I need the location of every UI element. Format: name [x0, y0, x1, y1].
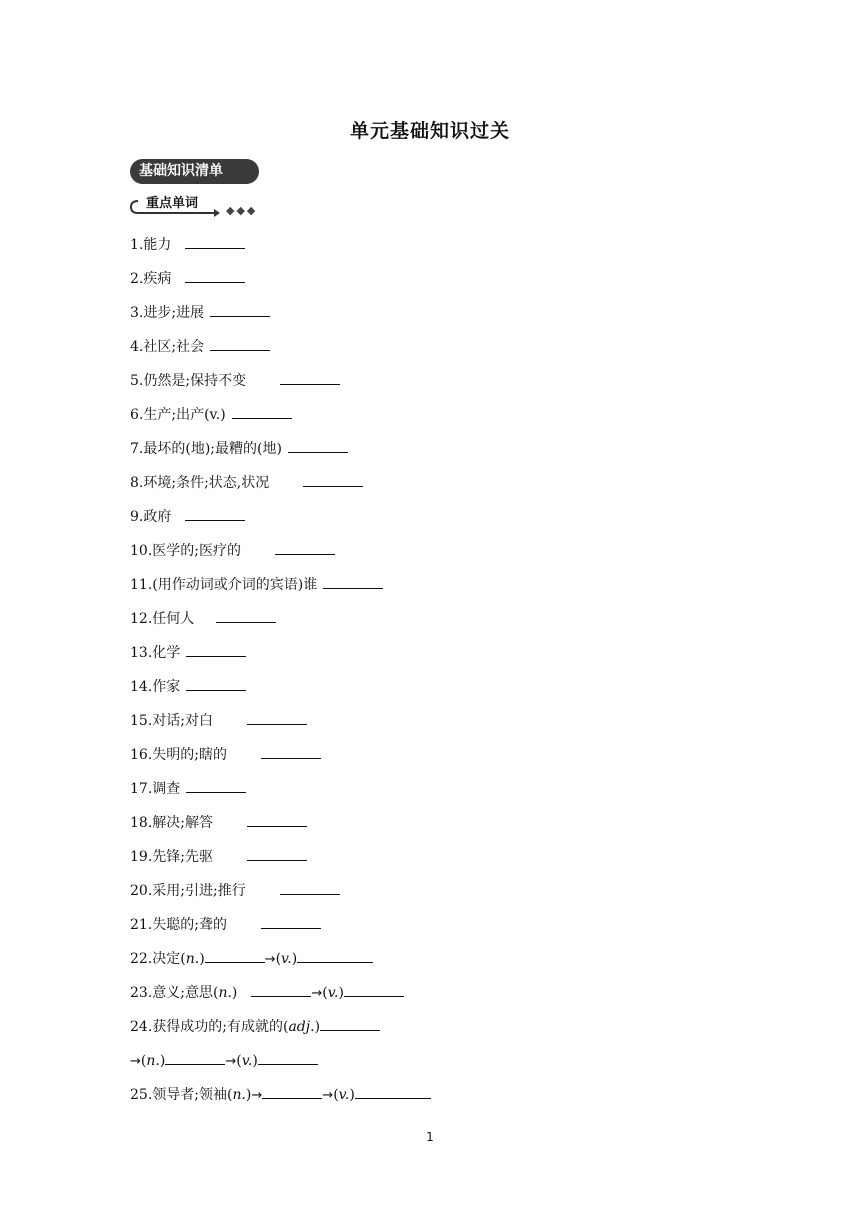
- item-text: 先锋;先驱: [152, 849, 213, 865]
- page-title: 单元基础知识过关: [349, 120, 510, 142]
- item-number: 12.: [130, 611, 153, 627]
- pos-label: n.: [218, 985, 232, 1001]
- item-text: 领导者;领袖(: [152, 1087, 233, 1103]
- list-item-20: [130, 876, 730, 910]
- item-text: 调查: [152, 781, 181, 797]
- list-item-15: [130, 706, 730, 740]
- page-number: 1: [426, 1130, 434, 1144]
- paren: ): [231, 985, 238, 1001]
- answer-blank[interactable]: [355, 1082, 431, 1099]
- arrow-icon: →: [225, 1054, 237, 1069]
- list-item-4: [130, 332, 730, 366]
- list-item-10: [130, 536, 730, 570]
- item-text: 政府: [143, 509, 172, 525]
- answer-blank[interactable]: [303, 470, 363, 487]
- item-text: 作家: [152, 679, 181, 695]
- paren: (: [140, 1053, 147, 1069]
- item-text: 失聪的;聋的: [152, 917, 227, 933]
- item-number: 24.: [130, 1019, 153, 1035]
- paren: (: [236, 1053, 242, 1069]
- paren: ): [349, 1087, 355, 1103]
- item-text: 采用;引进;推行: [152, 883, 246, 899]
- item-text: 对话;对白: [152, 713, 213, 729]
- vocabulary-list: [130, 230, 730, 1114]
- item-text: 医学的;医疗的: [152, 543, 241, 559]
- item-number: 23.: [130, 985, 153, 1001]
- list-item-5: [130, 366, 730, 400]
- list-item-19: [130, 842, 730, 876]
- item-number: 1.: [130, 237, 144, 253]
- paren: (: [275, 951, 282, 967]
- item-number: 9.: [130, 509, 144, 525]
- answer-blank[interactable]: [261, 742, 321, 759]
- item-text: 解决;解答: [152, 815, 213, 831]
- answer-blank[interactable]: [288, 436, 348, 453]
- answer-blank[interactable]: [320, 1014, 380, 1031]
- list-item-17: [130, 774, 730, 808]
- item-number: 13.: [130, 645, 153, 661]
- item-text: 失明的;瞎的: [152, 747, 227, 763]
- item-text: 决定(: [152, 951, 186, 967]
- answer-blank[interactable]: [185, 232, 245, 249]
- item-number: 11.: [130, 577, 153, 593]
- answer-blank[interactable]: [186, 776, 246, 793]
- item-number: 18.: [130, 815, 153, 831]
- answer-blank[interactable]: [165, 1048, 225, 1065]
- item-number: 21.: [130, 917, 153, 933]
- item-text: 疾病: [143, 271, 172, 287]
- item-number: 17.: [130, 781, 153, 797]
- item-number: 25.: [130, 1087, 153, 1103]
- answer-blank[interactable]: [280, 878, 340, 895]
- list-item-25: [130, 1080, 730, 1114]
- list-item-3: [130, 298, 730, 332]
- answer-blank[interactable]: [258, 1048, 318, 1065]
- list-item-6: [130, 400, 730, 434]
- paren: ): [314, 1019, 321, 1035]
- item-text: 化学: [152, 645, 181, 661]
- item-text: 仍然是;保持不变: [143, 373, 247, 389]
- item-text: 意义;意思(: [152, 985, 219, 1001]
- pos-label: v.: [241, 1053, 253, 1069]
- paren: ): [199, 951, 205, 967]
- diamond-marks-icon: ◆◆◆: [226, 204, 258, 217]
- arrow-icon: →: [130, 1054, 141, 1069]
- item-number: 10.: [130, 543, 153, 559]
- pos-label: v.: [338, 1087, 350, 1103]
- list-item-8: [130, 468, 730, 502]
- list-item-13: [130, 638, 730, 672]
- list-item-22: [130, 944, 730, 978]
- answer-blank[interactable]: [280, 368, 340, 385]
- item-number: 2.: [130, 271, 144, 287]
- answer-blank[interactable]: [344, 980, 404, 997]
- item-number: 19.: [130, 849, 153, 865]
- answer-blank[interactable]: [323, 572, 383, 589]
- item-text: 任何人: [152, 611, 195, 627]
- item-text: 能力: [143, 237, 172, 253]
- item-text: 获得成功的;有成就的(: [152, 1019, 289, 1035]
- arrow-icon: →: [251, 1088, 263, 1103]
- arrow-icon: →: [311, 986, 323, 1001]
- answer-blank[interactable]: [251, 980, 311, 997]
- list-item-24: [130, 1012, 730, 1046]
- item-number: 16.: [130, 747, 153, 763]
- item-number: 15.: [130, 713, 153, 729]
- item-number: 22.: [130, 951, 153, 967]
- item-number: 8.: [130, 475, 144, 491]
- paren: (: [333, 1087, 339, 1103]
- answer-blank[interactable]: [185, 504, 245, 521]
- list-item-12: [130, 604, 730, 638]
- list-item-2: [130, 264, 730, 298]
- list-item-1: [130, 230, 730, 264]
- item-text: 生产;出产(v.): [143, 407, 226, 423]
- arrow-icon: →: [264, 952, 276, 967]
- list-item-14: [130, 672, 730, 706]
- item-text: (用作动词或介词的宾语)谁: [152, 577, 318, 593]
- answer-blank[interactable]: [297, 946, 373, 963]
- arrow-icon: →: [322, 1088, 334, 1103]
- answer-blank[interactable]: [232, 402, 292, 419]
- list-item-23: [130, 978, 730, 1012]
- paren: ): [338, 985, 344, 1001]
- answer-blank[interactable]: [186, 640, 246, 657]
- list-item-11: [130, 570, 730, 604]
- subsection-label: 重点单词: [146, 196, 199, 211]
- pos-label: n.: [146, 1053, 160, 1069]
- list-item-18: [130, 808, 730, 842]
- answer-blank[interactable]: [275, 538, 335, 555]
- item-number: 14.: [130, 679, 153, 695]
- paren: ): [252, 1053, 258, 1069]
- section-label: 基础知识清单: [130, 159, 259, 184]
- list-item-21: [130, 910, 730, 944]
- paren: ): [159, 1053, 166, 1069]
- item-text: 社区;社会: [143, 339, 205, 355]
- answer-blank[interactable]: [247, 844, 307, 861]
- item-number: 20.: [130, 883, 153, 899]
- answer-blank[interactable]: [216, 606, 276, 623]
- item-number: 6.: [130, 407, 144, 423]
- item-number: 4.: [130, 339, 144, 355]
- pos-label: n.: [232, 1087, 246, 1103]
- pos-label: v.: [327, 985, 339, 1001]
- item-text: 环境;条件;状态,状况: [143, 475, 270, 491]
- pos-label: n.: [185, 951, 200, 967]
- answer-blank[interactable]: [210, 334, 270, 351]
- answer-blank[interactable]: [262, 1082, 322, 1099]
- list-item-24-continued: [130, 1046, 730, 1080]
- subsection-header: [130, 191, 280, 221]
- item-text: 进步;进展: [143, 305, 205, 321]
- answer-blank[interactable]: [261, 912, 321, 929]
- pos-label: adj.: [288, 1019, 315, 1035]
- paren: ): [291, 951, 298, 967]
- item-text: 最坏的(地);最糟的(地): [143, 441, 282, 457]
- item-number: 3.: [130, 305, 144, 321]
- answer-blank[interactable]: [185, 266, 245, 283]
- list-item-16: [130, 740, 730, 774]
- list-item-7: [130, 434, 730, 468]
- pos-label: v.: [281, 951, 292, 967]
- item-number: 7.: [130, 441, 144, 457]
- list-item-9: [130, 502, 730, 536]
- answer-blank[interactable]: [186, 674, 246, 691]
- answer-blank[interactable]: [210, 300, 270, 317]
- paren: (: [322, 985, 328, 1001]
- item-number: 5.: [130, 373, 144, 389]
- paren: ): [245, 1087, 252, 1103]
- answer-blank[interactable]: [247, 708, 307, 725]
- answer-blank[interactable]: [247, 810, 307, 827]
- answer-blank[interactable]: [205, 946, 265, 963]
